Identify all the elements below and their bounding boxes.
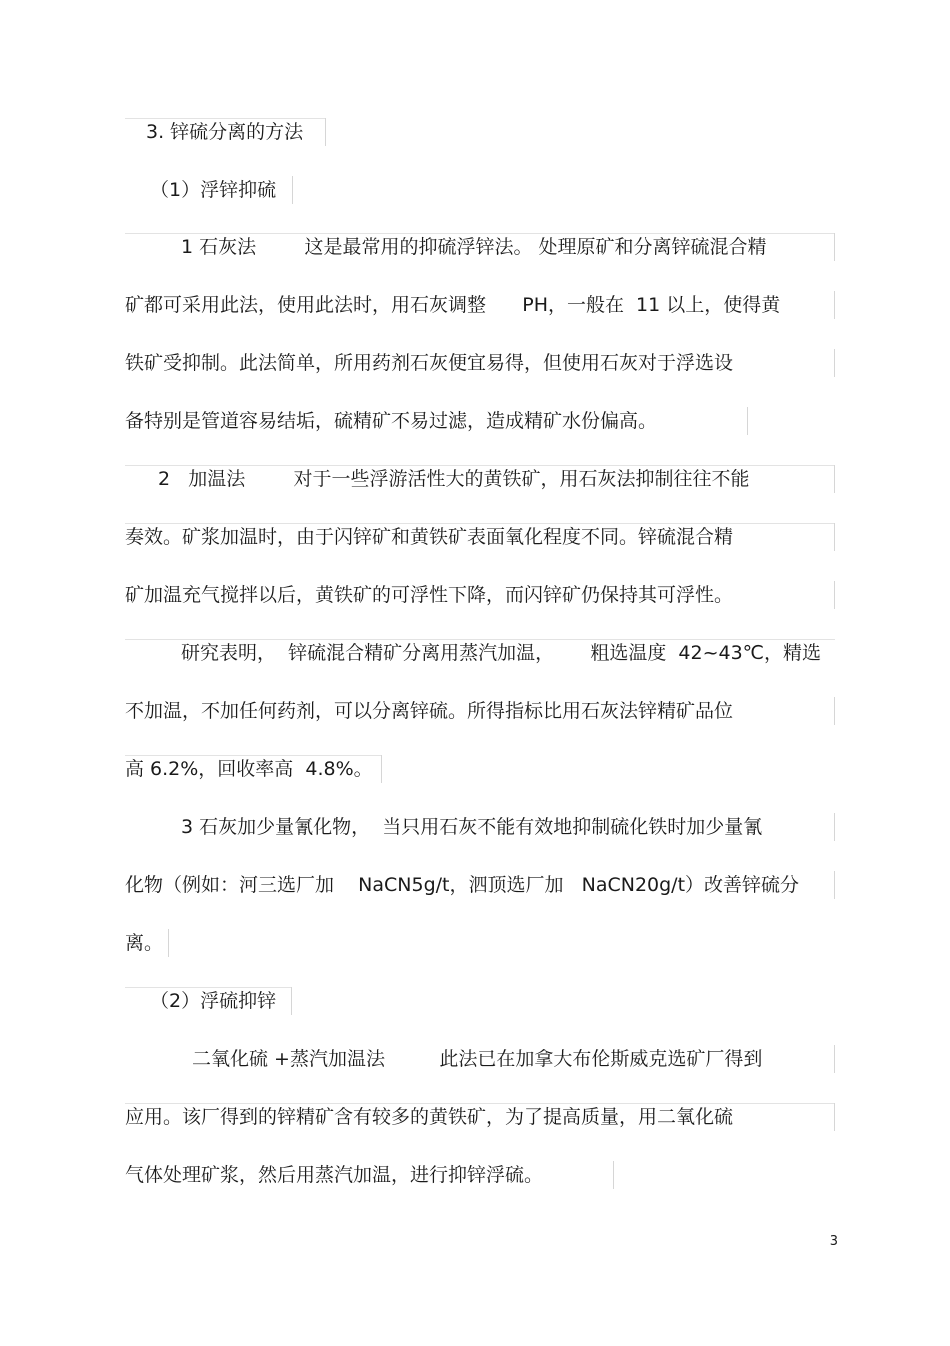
body-line: 备特别是管道容易结垢，硫精矿不易过滤，造成精矿水份偏高。 — [125, 410, 658, 432]
body-line: 二氧化硫 +蒸汽加温法 此法已在加拿大布伦斯威克选矿厂得到 — [192, 1048, 763, 1070]
scan-rule — [292, 176, 293, 204]
body-line: 矿加温充气搅拌以后，黄铁矿的可浮性下降，而闪锌矿仍保持其可浮性。 — [125, 584, 734, 606]
body-line: 不加温，不加任何药剂，可以分离锌硫。所得指标比用石灰法锌精矿品位 — [125, 700, 734, 722]
scan-rule — [168, 929, 169, 957]
body-line: 1 石灰法 这是最常用的抑硫浮锌法。 处理原矿和分离锌硫混合精 — [181, 236, 767, 258]
scan-rule — [834, 233, 835, 261]
scan-rule — [747, 407, 748, 435]
body-line: 2 加温法 对于一些浮游活性大的黄铁矿，用石灰法抑制往往不能 — [158, 468, 750, 490]
scan-rule — [834, 291, 835, 319]
scan-rule — [834, 349, 835, 377]
body-line: 气体处理矿浆，然后用蒸汽加温，进行抑锌浮硫。 — [125, 1164, 544, 1186]
subsection-heading: （2）浮硫抑锌 — [150, 990, 277, 1012]
body-line: 应用。该厂得到的锌精矿含有较多的黄铁矿，为了提高质量，用二氧化硫 — [125, 1106, 734, 1128]
scan-rule — [834, 871, 835, 899]
body-line: 化物（例如：河三选厂加 NaCN5g/t，泗顶选厂加 NaCN20g/t）改善锌硫分 — [125, 874, 800, 896]
scan-rule — [325, 118, 326, 146]
body-line: 离。 — [125, 932, 164, 954]
scan-rule — [834, 1103, 835, 1131]
body-line: 3 石灰加少量氰化物， 当只用石灰不能有效地抑制硫化铁时加少量氰 — [181, 816, 763, 838]
scan-rule — [834, 465, 835, 493]
scan-rule — [834, 697, 835, 725]
body-line: 高 6.2%，回收率高 4.8%。 — [125, 758, 373, 780]
body-line: 铁矿受抑制。此法简单，所用药剂石灰便宜易得，但使用石灰对于浮选设 — [125, 352, 734, 374]
subsection-heading: （1）浮锌抑硫 — [150, 179, 277, 201]
body-line: 奏效。矿浆加温时，由于闪锌矿和黄铁矿表面氧化程度不同。锌硫混合精 — [125, 526, 734, 548]
scan-rule — [834, 813, 835, 841]
section-heading: 3. 锌硫分离的方法 — [146, 121, 304, 143]
scan-rule — [381, 755, 382, 783]
scan-rule — [834, 523, 835, 551]
scan-rule — [291, 987, 292, 1015]
scan-rule — [834, 581, 835, 609]
body-line: 研究表明， 锌硫混合精矿分离用蒸汽加温， 粗选温度 42~43℃，精选 — [181, 642, 822, 664]
page-number: 3 — [829, 1234, 838, 1249]
body-line: 矿都可采用此法，使用此法时，用石灰调整 PH，一般在 11 以上，使得黄 — [125, 294, 781, 316]
scan-rule — [613, 1161, 614, 1189]
scan-rule — [834, 1045, 835, 1073]
